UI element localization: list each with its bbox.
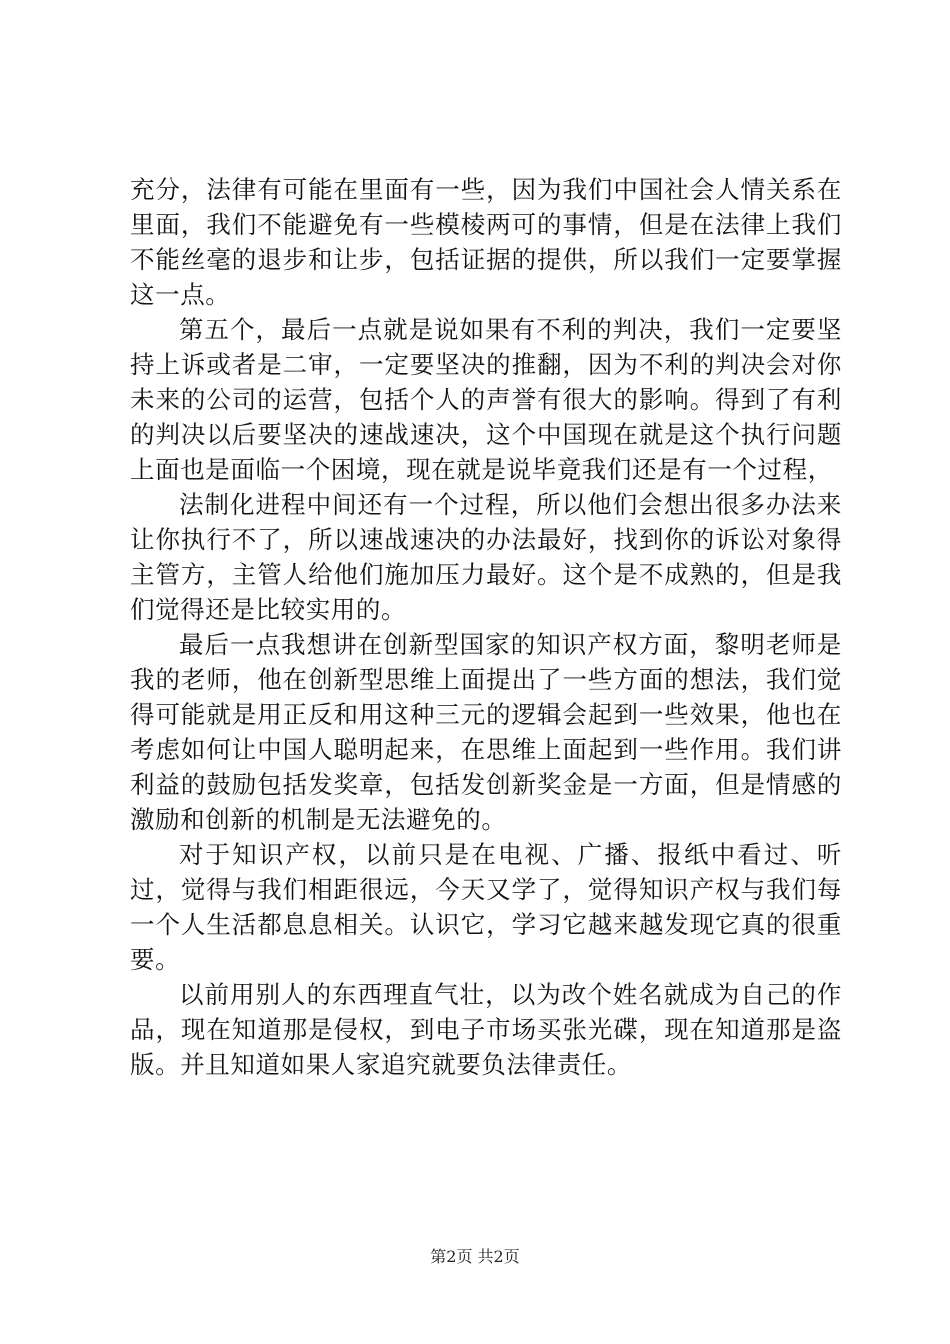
page-footer: 第2页 共2页 [430,1247,520,1266]
paragraph-2: 第五个，最后一点就是说如果有不利的判决，我们一定要坚持上诉或者是二审，一定要坚决的推翻，因为不利的判决会对你未来的公司的运营，包括个人的声誉有很大的影响。得到了有利的判决以后要坚决的速战速决，这个中国现在就是这个执行问题上面也是面临一个困境，现在就是说毕竟我们还是有一个过程， [130,315,842,484]
paragraph-3: 法制化进程中间还有一个过程，所以他们会想出很多办法来让你执行不了，所以速战速决的办法最好，找到你的诉讼对象得主管方，主管人给他们施加压力最好。这个是不成熟的，但是我们觉得还是比较实用的。 [130,490,842,624]
paragraph-6: 以前用别人的东西理直气壮，以为改个姓名就成为自己的作品，现在知道那是侵权，到电子市场买张光碟，现在知道那是盗版。并且知道如果人家追究就要负法律责任。 [130,980,842,1079]
paragraph-1: 充分，法律有可能在里面有一些，因为我们中国社会人情关系在里面，我们不能避免有一些模棱两可的事情，但是在法律上我们不能丝毫的退步和让步，包括证据的提供，所以我们一定要掌握这一点。 [130,175,842,309]
paragraph-4: 最后一点我想讲在创新型国家的知识产权方面，黎明老师是我的老师，他在创新型思维上面提出了一些方面的想法，我们觉得可能就是用正反和用这种三元的逻辑会起到一些效果，他也在考虑如何让中国人聪明起来，在思维上面起到一些作用。我们讲利益的鼓励包括发奖章，包括发创新奖金是一方面，但是情感的激励和创新的机制是无法避免的。 [130,630,842,834]
paragraph-5: 对于知识产权，以前只是在电视、广播、报纸中看过、听过，觉得与我们相距很远，今天又学了，觉得知识产权与我们每一个人生活都息息相关。认识它，学习它越来越发现它真的很重要。 [130,840,842,974]
document-body [130,172,842,1082]
